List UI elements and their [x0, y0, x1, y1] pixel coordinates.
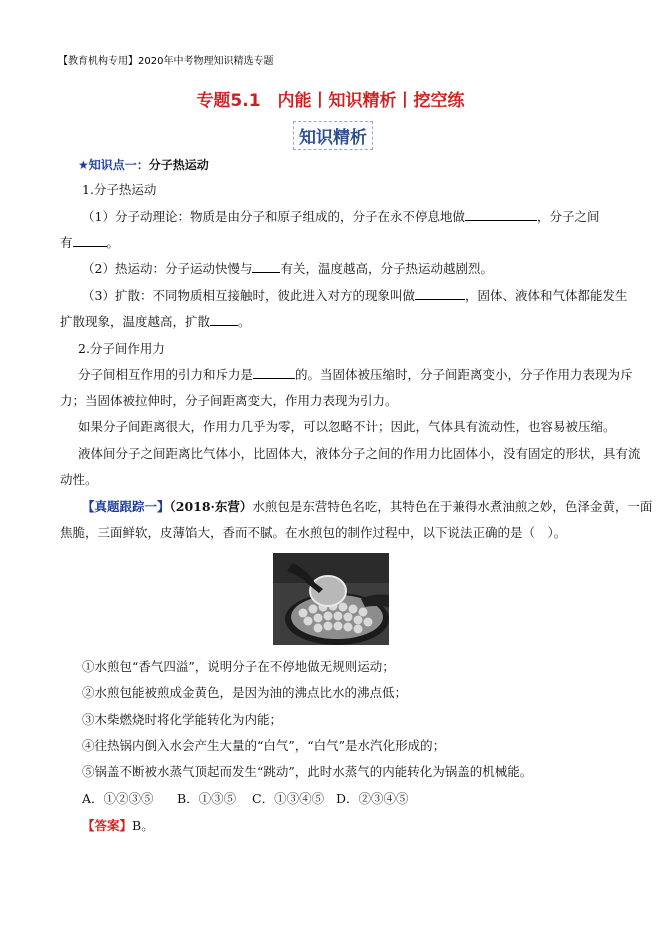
text-span: ，固体、液体和气体都能发生	[464, 288, 628, 303]
practice-question-line: 焦脆，三面鲜软，皮薄馅大，香而不腻。在水煎包的制作过程中，以下说法正确的是（ ）。	[60, 525, 567, 540]
option-statement: ④往热锅内倒入水会产生大量的“白气”，“白气”是水汽化形成的；	[82, 738, 446, 753]
knowledge-point-label: 知识点一：	[88, 158, 149, 172]
fill-blank	[252, 260, 280, 273]
document-header: 【教育机构专用】2020年中考物理知识精选专题	[58, 56, 274, 67]
paragraph-line: 力；当固体被拉伸时，分子间距离变大，作用力表现为引力。	[60, 393, 398, 408]
dumpling-pan-photo	[273, 553, 389, 645]
fill-blank	[210, 313, 238, 326]
paragraph-line	[82, 287, 627, 305]
practice-tag: 【真题跟踪一】	[82, 499, 170, 514]
text-span: 的。当固体被压缩时，分子间距离变小，分子作用力表现为斥	[295, 367, 633, 382]
page-title: 专题5.1 内能丨知识精析丨挖空练	[196, 91, 465, 111]
choice-d: D．②③④⑤	[336, 791, 409, 806]
paragraph-line: 动性。	[60, 472, 98, 487]
text-span: 有关，温度越高，分子热运动越剧烈。	[280, 261, 493, 276]
answer-tag: 【答案】	[82, 818, 133, 833]
section-title-box: 知识精析	[293, 121, 373, 150]
choice-c: C．①③④⑤	[252, 791, 325, 806]
answer-line	[82, 817, 154, 835]
fill-blank	[465, 208, 537, 221]
text-span: （3）扩散：不同物质相互接触时，彼此进入对方的现象叫做	[82, 288, 415, 303]
text-span: 扩散现象，温度越高，扩散	[60, 314, 211, 329]
practice-source: （2018·东营）	[169, 499, 253, 514]
paragraph-line	[82, 260, 493, 278]
choice-b: B．①③⑤	[177, 791, 237, 806]
photo-illustration	[273, 553, 389, 645]
practice-question-line	[82, 498, 652, 516]
text-span: ，分子之间	[536, 209, 600, 224]
text-span: 。	[106, 235, 120, 250]
subsection-heading-1: 1.分子热运动	[82, 182, 157, 197]
paragraph-line	[60, 234, 119, 252]
option-statement: ③木柴燃烧时将化学能转化为内能；	[82, 712, 283, 727]
text-span: 有	[60, 235, 73, 250]
answer-value: B。	[132, 818, 154, 833]
choice-a: A．①②③⑤	[82, 791, 154, 806]
text-span: （1）分子动理论：物质是由分子和原子组成的，分子在永不停息地做	[82, 209, 465, 224]
paragraph-line	[78, 366, 633, 384]
paragraph-line: 液体间分子之间距离比气体小，比固体大，液体分子之间的作用力比固体小，没有固定的形状，具有流	[78, 446, 641, 461]
option-statement: ⑤锅盖不断被水蒸气顶起而发生“跳动”，此时水蒸气的内能转化为锅盖的机械能。	[82, 764, 533, 779]
fill-blank	[415, 287, 465, 300]
subsection-heading-2: 2.分子间作用力	[78, 341, 165, 356]
star-icon: ★	[78, 158, 89, 172]
text-span: 。	[238, 314, 251, 329]
text-span: 水煎包是东营特色名吃，其特色在于兼得水煮油煎之妙，色泽金黄，一面	[252, 499, 653, 514]
fill-blank	[73, 234, 107, 247]
text-span: 分子间相互作用的引力和斥力是	[78, 367, 254, 382]
paragraph-line	[82, 208, 599, 226]
paragraph-line: 如果分子间距离很大，作用力几乎为零，可以忽略不计；因此，气体具有流动性，也容易被压缩。	[78, 419, 616, 434]
text-span: （2）热运动：分子运动快慢与	[82, 261, 253, 276]
knowledge-point-name: 分子热运动	[148, 158, 209, 172]
option-statement: ②水煎包能被煎成金黄色，是因为油的沸点比水的沸点低；	[82, 685, 408, 700]
paragraph-line	[60, 313, 251, 331]
option-statement: ①水煎包“香气四溢”，说明分子在不停地做无规则运动；	[82, 659, 395, 674]
fill-blank	[253, 366, 295, 379]
knowledge-point-heading	[78, 156, 209, 173]
